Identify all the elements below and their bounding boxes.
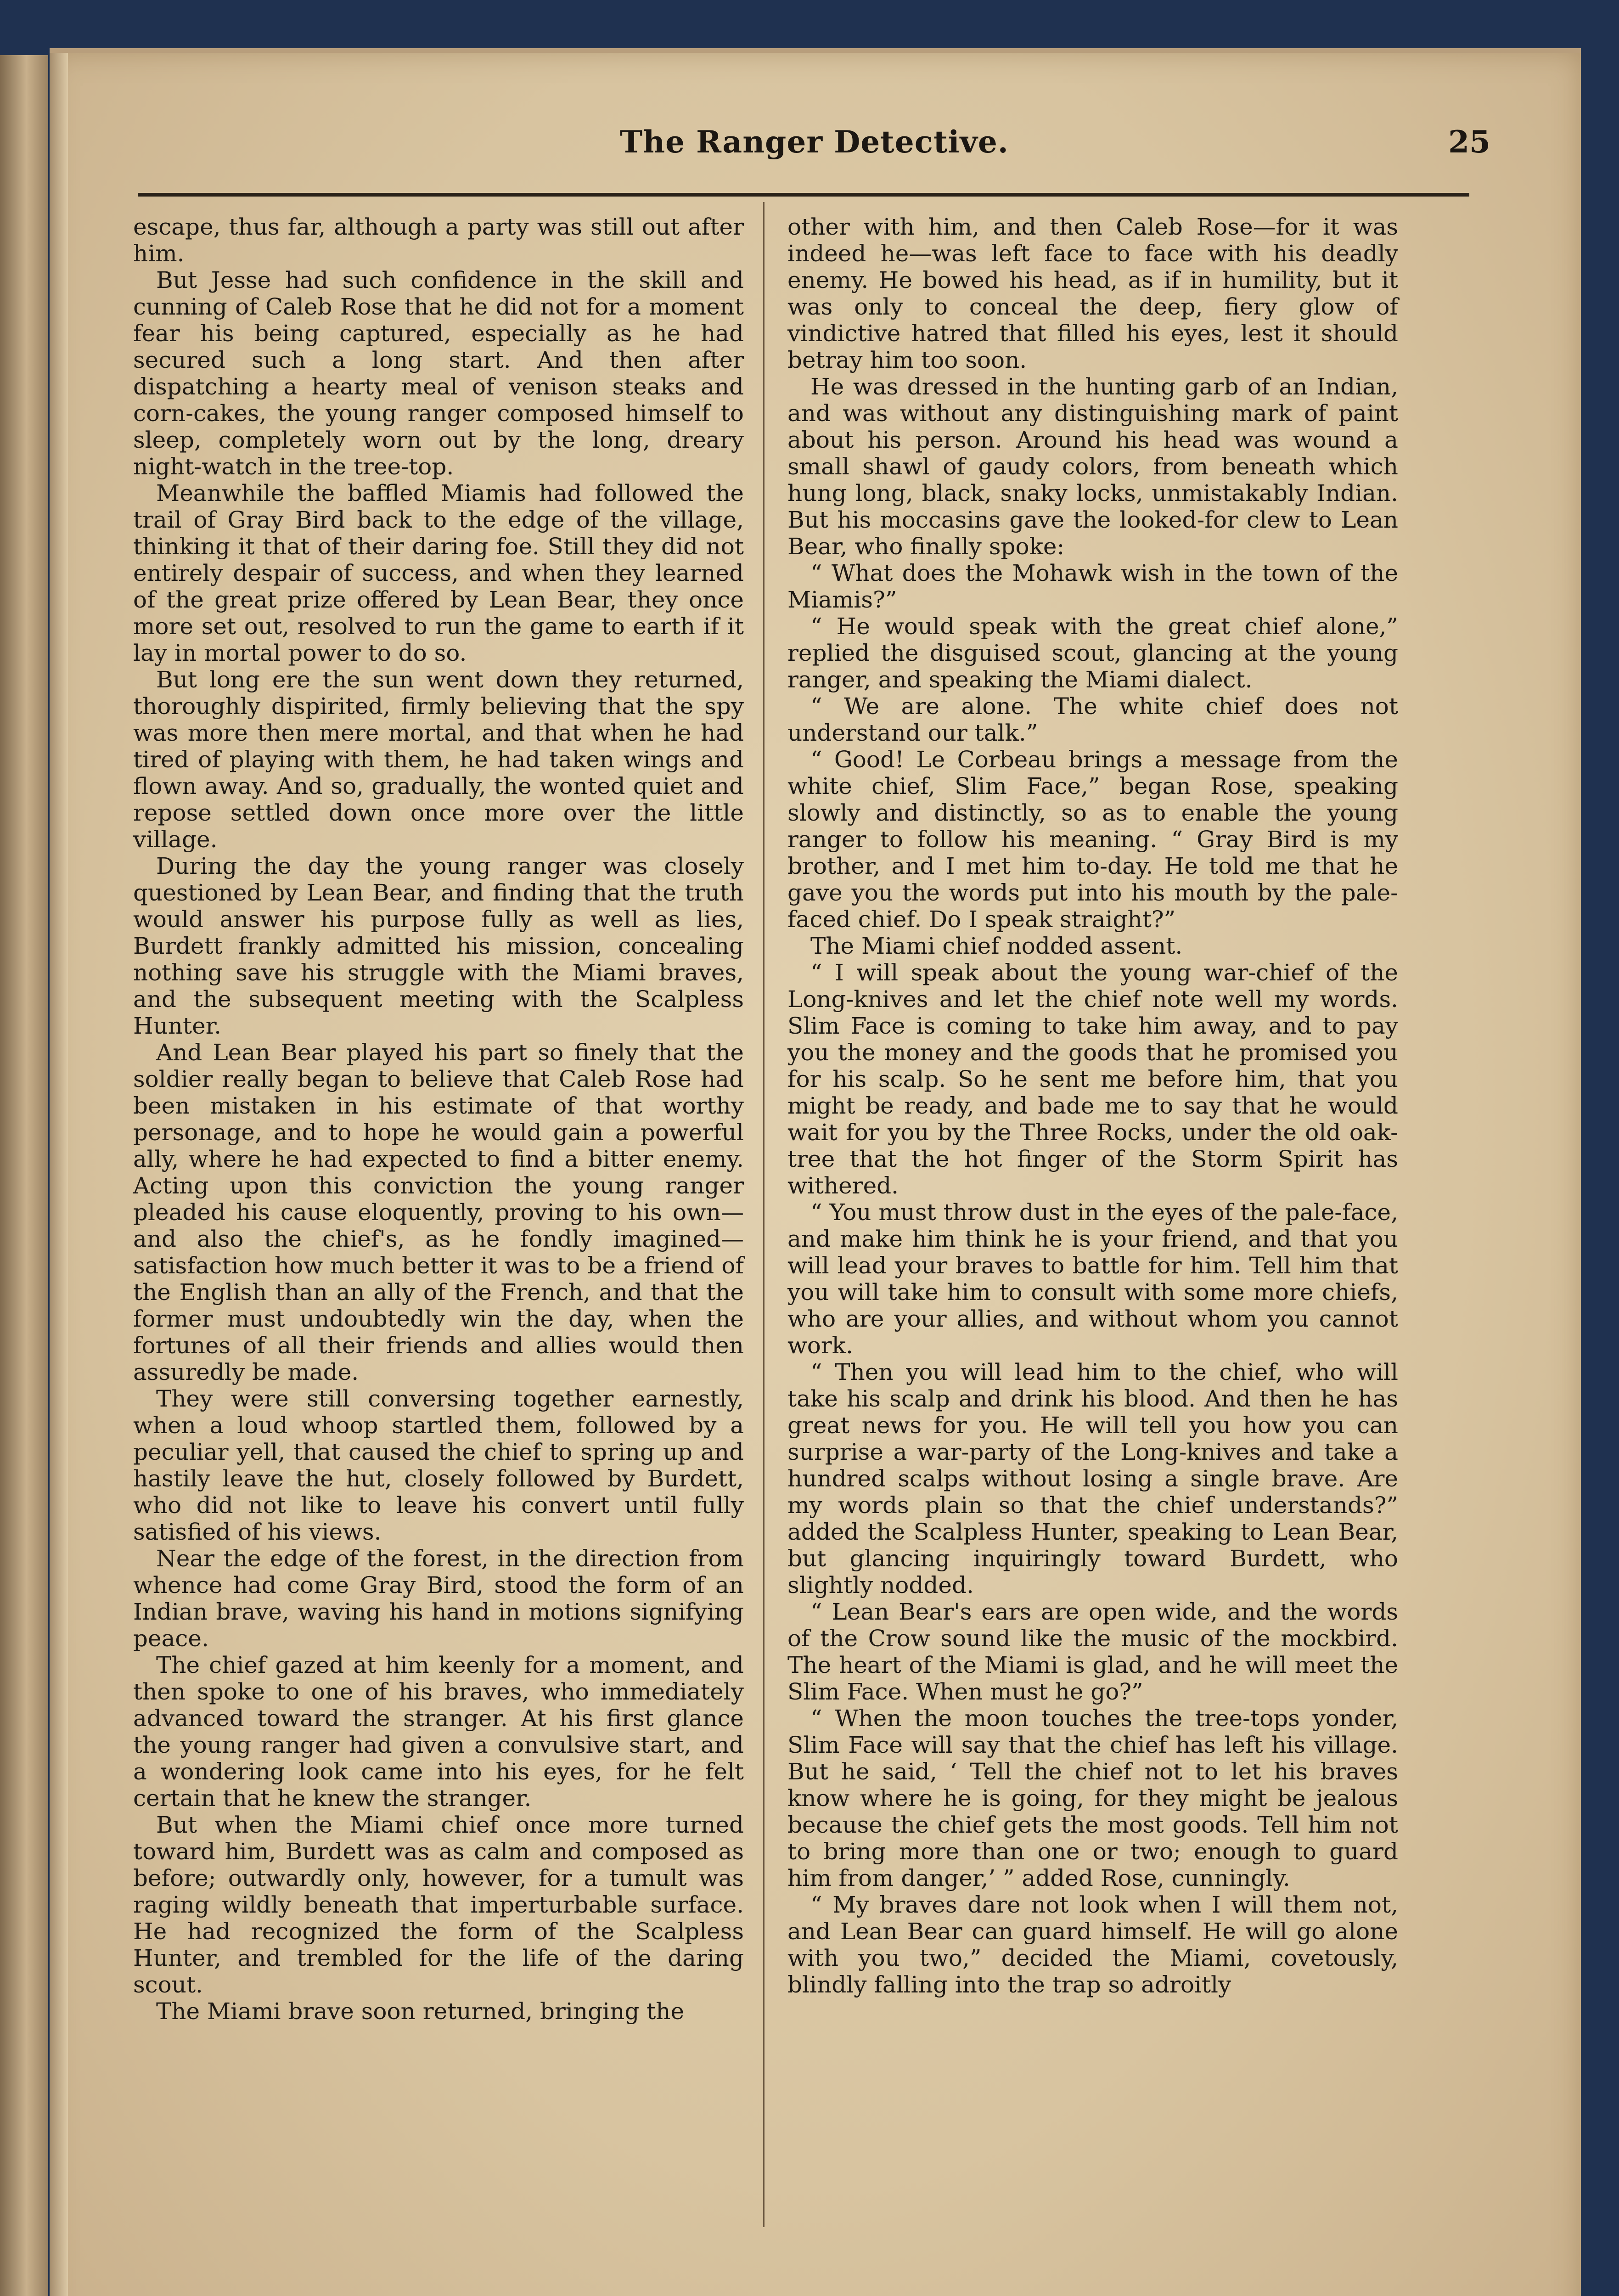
header-rule (138, 193, 1469, 197)
paragraph: Near the edge of the forest, in the direction from whence had come Gray Bird, stood the form of an Indian brave, waving his hand in motions signifying peace. (133, 1545, 744, 1652)
paragraph: But long ere the sun went down they returned, thoroughly dispirited, firmly believing that the spy was more then mere mortal, and that when he had tired of playing with them, he had taken wings and flown away. And so, gradually, the wonted quiet and repose settled down once more over the little village. (133, 666, 744, 853)
paragraph: “ When the moon touches the tree-tops yonder, Slim Face will say that the chief has left his village. But he said, ‘ Tell the chief not to let his braves know where he is going, for they might be jealous because the chief gets the most goods. Tell him not to bring more than one or two; enough to guard him from danger,’ ” added Rose, cunningly. (787, 1705, 1398, 1891)
page-spine-shadow (50, 53, 68, 2296)
facing-page-edge (0, 55, 48, 2296)
paragraph: “ We are alone. The white chief does not understand our talk.” (787, 693, 1398, 746)
paragraph: The Miami chief nodded assent. (810, 933, 1183, 959)
paragraph: escape, thus far, although a party was still out after him. (133, 214, 744, 267)
paragraph: He was dressed in the hunting garb of an Indian, and was without any distinguishing mark of paint about his person. Around his head was wound a small shawl of gaudy colors, from beneath which hung long, black, snaky locks, unmistakably Indian. But his moccasins gave the looked-for clew to Lean Bear, who finally spoke: (787, 373, 1398, 560)
paragraph: “ You must throw dust in the eyes of the pale-face, and make him think he is your friend, and that you will lead your braves to battle for him. Tell him that you will take him to consult with some more chiefs, who are your allies, and without whom you cannot work. (787, 1199, 1398, 1359)
paragraph: “ Then you will lead him to the chief, who will take his scalp and drink his blood. And then he has great news for you. He will tell you how you can surprise a war-party of the Long-knives and take a hundred scalps without losing a single brave. Are my words plain so that the chief understands?” added the Scalpless Hunter, speaking to Lean Bear, but glancing inquiringly toward Burdett, who slightly nodded. (787, 1359, 1398, 1598)
paragraph: The chief gazed at him keenly for a moment, and then spoke to one of his braves, who immediately advanced toward the stranger. At his first glance the young ranger had given a convulsive start, and a wondering look came into his eyes, for he felt certain that he knew the stranger. (133, 1652, 744, 1812)
paragraph: “ My braves dare not look when I will them not, and Lean Bear can guard himself. He will go alone with you two,” decided the Miami, covetously, blindly falling into the trap so adroitly (787, 1891, 1398, 1998)
paragraph: And Lean Bear played his part so finely that the soldier really began to believe that Caleb Rose had been mistaken in his estimate of that worthy personage, and to hope he would gain a powerful ally, where he had expected to find a bitter enemy. Acting upon this conviction the young ranger pleaded his cause eloquently, proving to his own—and also the chief's, as he fondly imagined—satisfaction how much better it was to be a friend of the English than an ally of the French, and that the former must undoubtedly win the day, when the fortunes of all their friends and allies would then assuredly be made. (133, 1039, 744, 1385)
paragraph: other with him, and then Caleb Rose—for it was indeed he—was left face to face with his deadly enemy. He bowed his head, as if in humility, but it was only to conceal the deep, fiery glow of vindictive hatred that filled his eyes, lest it should betray him too soon. (787, 214, 1398, 373)
paragraph: The Miami brave soon returned, bringing the (156, 1998, 685, 2025)
paragraph: During the day the young ranger was closely questioned by Lean Bear, and finding that the truth would answer his purpose fully as well as lies, Burdett frankly admitted his mission, concealing nothing save his struggle with the Miami braves, and the subsequent meeting with the Scalpless Hunter. (133, 853, 744, 1039)
left-column (133, 214, 744, 2025)
paragraph: “ Lean Bear's ears are open wide, and the words of the Crow sound like the music of the mockbird. The heart of the Miami is glad, and he will meet the Slim Face. When must he go?” (787, 1598, 1398, 1705)
paragraph: “ Good! Le Corbeau brings a message from the white chief, Slim Face,” began Rose, speaking slowly and distinctly, so as to enable the young ranger to follow his meaning. “ Gray Bird is my brother, and I met him to-day. He told me that he gave you the words put into his mouth by the pale-faced chief. Do I speak straight?” (787, 746, 1398, 933)
paragraph: “ I will speak about the young war-chief of the Long-knives and let the chief note well my words. Slim Face is coming to take him away, and to pay you the money and the goods that he promised you for his scalp. So he sent me before him, that you might be ready, and bade me to say that he would wait for you by the Three Rocks, under the old oak-tree that the hot finger of the Storm Spirit has withered. (787, 959, 1398, 1199)
paragraph: “ What does the Mohawk wish in the town of the Miamis?” (787, 560, 1398, 613)
paragraph: “ He would speak with the great chief alone,” replied the disguised scout, glancing at the young ranger, and speaking the Miami dialect. (787, 613, 1398, 693)
running-title: The Ranger Detective. (620, 124, 1009, 160)
right-column (787, 214, 1398, 1998)
paragraph: But when the Miami chief once more turned toward him, Burdett was as calm and composed as before; outwardly only, however, for a tumult was raging wildly beneath that imperturbable surface. He had recognized the form of the Scalpless Hunter, and trembled for the life of the daring scout. (133, 1812, 744, 1998)
column-divider (763, 202, 765, 2227)
paragraph: But Jesse had such confidence in the skill and cunning of Caleb Rose that he did not for a moment fear his being captured, especially as he had secured such a long start. And then after dispatching a hearty meal of venison steaks and corn-cakes, the young ranger composed himself to sleep, completely worn out by the long, dreary night-watch in the tree-top. (133, 267, 744, 480)
page-number: 25 (1448, 124, 1490, 160)
page-header (138, 124, 1490, 170)
paragraph: Meanwhile the baffled Miamis had followed the trail of Gray Bird back to the edge of the village, thinking it that of their daring foe. Still they did not entirely despair of success, and when they learned of the great prize offered by Lean Bear, they once more set out, resolved to run the game to earth if it lay in mortal power to do so. (133, 480, 744, 666)
paragraph: They were still conversing together earnestly, when a loud whoop startled them, followed by a peculiar yell, that caused the chief to spring up and hastily leave the hut, closely followed by Burdett, who did not like to leave his convert until fully satisfied of his views. (133, 1385, 744, 1545)
